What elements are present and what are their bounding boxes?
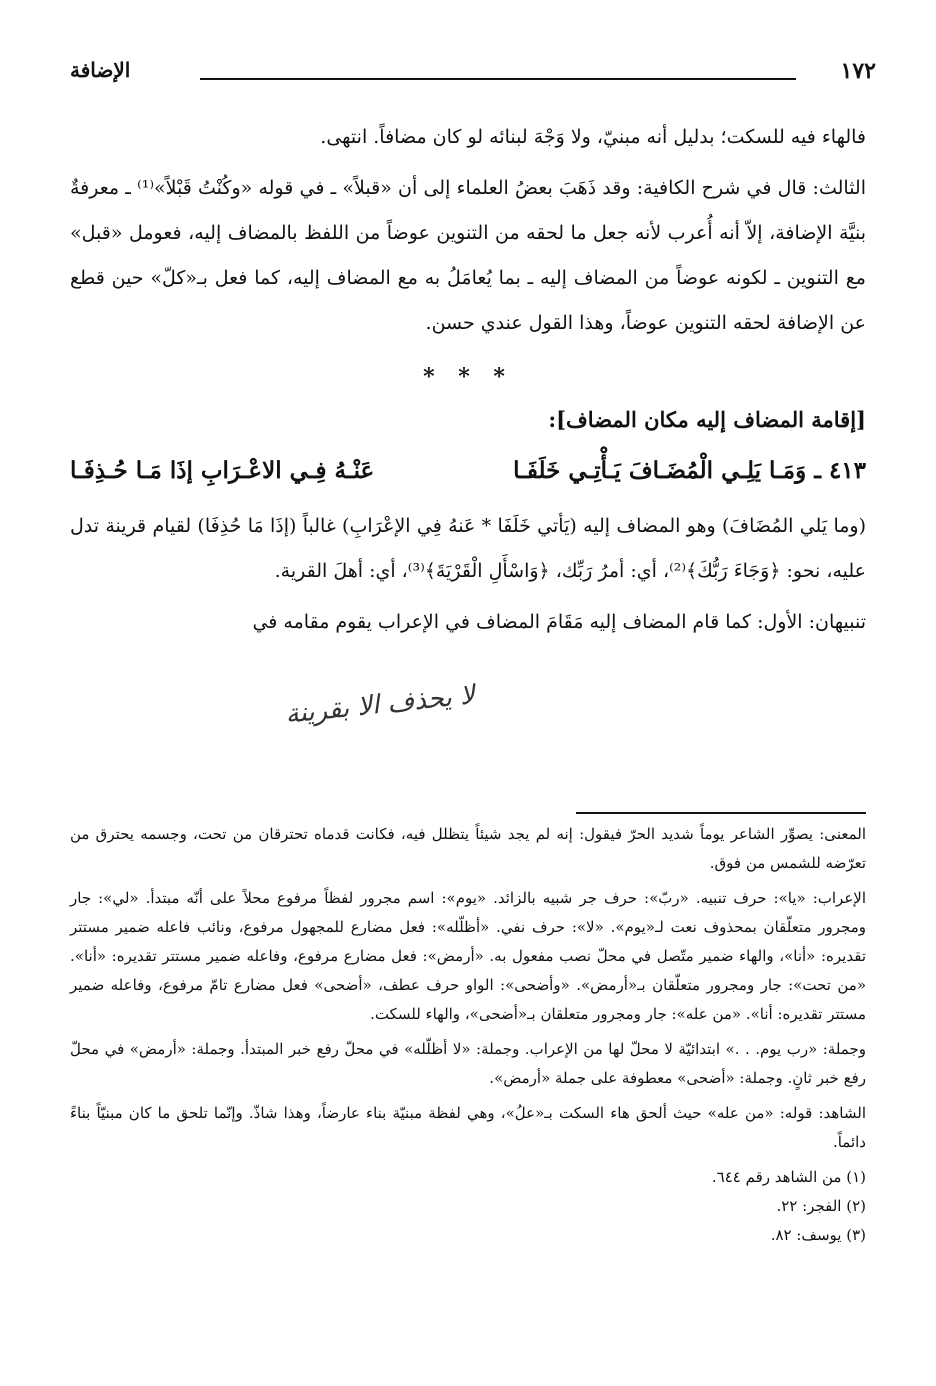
page-header (70, 58, 876, 92)
section-title: [إقامة المضاف إليه مكان المضاف]: (548, 407, 866, 432)
footnote-witness: الشاهد: قوله: «من عله» حيث ألحق هاء السكت بـ«علُ»، وهي لفظة مبنيّة بناء عارضاً، وهذا شاذّ. وإنّما تلحق ما كان مبنيّاً بناءً دائماً. (70, 1104, 866, 1151)
paragraph-3: (وما يَلي المُضَافَ) وهو المضاف إليه (يَأتي خَلَفَا * عَنهُ فِي الإعْرَابِ) غالباً (إذَا مَا حُذِفَا) لقيام قرينة تدل عليه، نحو: ﴿وَجَاءَ رَبُّكَ﴾⁽²⁾، أي: أمرُ رَبِّك، ﴿وَاسْأَلِ الْقَرْيَةَ﴾⁽³⁾، أي: أهلَ القرية. (70, 515, 866, 582)
footnote-separator (576, 812, 866, 814)
footnote-references (70, 1163, 866, 1250)
paragraph-2: الثالث: قال في شرح الكافية: وقد ذَهَبَ بعضُ العلماء إلى أن «قبلاً» ـ في قوله «وكُنْتُ قَبْلاً»⁽¹⁾ ـ معرفةٌ بنيَّة الإضافة، إلاّ أنه أُعرب لأنه جعل ما لحقه من التنوين عوضاً من اللفظ بالمضاف إليه، فعومل «قبل» مع التنوين ـ لكونه عوضاً من المضاف إليه ـ بما يُعامَلُ به مع المضاف إليه، كما فعل بـ«كلّ» حين قطع عن الإضافة لحقه التنوين عوضاً، وهذا القول عندي حسن. (70, 177, 866, 334)
header-rule (200, 78, 796, 80)
verse-first-hemistich: ٤١٣ ـ وَمَـا يَلِـي الْمُضَـافَ يَـأْتِـي خَلَفَـا (513, 457, 866, 484)
handwritten-annotation: لا يحذف الا بقرينة (283, 680, 477, 730)
paragraph-4: تنبيهان: الأول: كما قام المضاف إليه مَقَامَ المضاف في الإعراب يقوم مقامه في (252, 611, 866, 633)
footnote-meaning: المعنى: يصوِّر الشاعر يوماً شديد الحرّ فيقول: إنه لم يجد شيئاً يتظلل فيه، فكانت قدماه تحترقان من تحت، وجسمه يحترق من تعرّضه للشمس من فوق. (70, 825, 866, 872)
page-number: ١٧٢ (840, 58, 876, 84)
footnote-sentences: وجملة: «رب يوم. . .» ابتدائيّة لا محلّ لها من الإعراب. وجملة: «لا أظلّله» في محلّ رفع خبر المبتدأ. وجملة: «أرمض» في محلّ رفع خبر ثانٍ. وجملة: «أضحى» معطوفة على جملة «أرمض». (70, 1040, 866, 1087)
footnotes (70, 820, 866, 1250)
paragraph-1: فالهاء فيه للسكت؛ بدليل أنه مبنيّ، ولا وَجْهَ لبنائه لو كان مضافاً. انتهى. (320, 126, 866, 148)
verse-line (70, 446, 866, 496)
verse-second-hemistich: عَنْـهُ فِـي الاعْـرَابِ إذَا مَـا حُـذِفَـا (70, 457, 375, 484)
footnote-ref-1: (١) من الشاهد رقم ٦٤٤. (711, 1168, 866, 1186)
chapter-title: الإضافة (70, 58, 131, 82)
section-separator: * * * (423, 364, 513, 390)
main-text (70, 115, 866, 645)
footnote-parsing: الإعراب: «يا»: حرف تنبيه. «ربّ»: حرف جر شبيه بالزائد. «يوم»: اسم مجرور لفظاً مرفوع محلاً على أنّه مبتدأ. «لي»: جار ومجرور متعلّقان بمحذوف نعت لـ«يوم». «لا»: حرف نفي. «أظلّله»: فعل مضارع للمجهول مرفوع، ونائب فاعله ضمير مستتر تقديره: «أنا»، والهاء ضمير متّصل في محلّ نصب مفعول به. «أرمض»: فعل مضارع مرفوع، وفاعله ضمير مستتر تقديره: «أنا». «من تحت»: جار ومجرور متعلّقان بـ«أرمض». «وأضحى»: الواو حرف عطف، «أضحى» فعل مضارع تامّ مرفوع، وفاعله ضمير مستتر تقديره: أنا». «من عله»: جار ومجرور متعلقان بـ«أضحى»، والهاء للسكت. (70, 889, 866, 1023)
footnote-ref-3: (٣) يوسف: ٨٢. (770, 1226, 866, 1244)
footnote-ref-2: (٢) الفجر: ٢٢. (776, 1197, 866, 1215)
